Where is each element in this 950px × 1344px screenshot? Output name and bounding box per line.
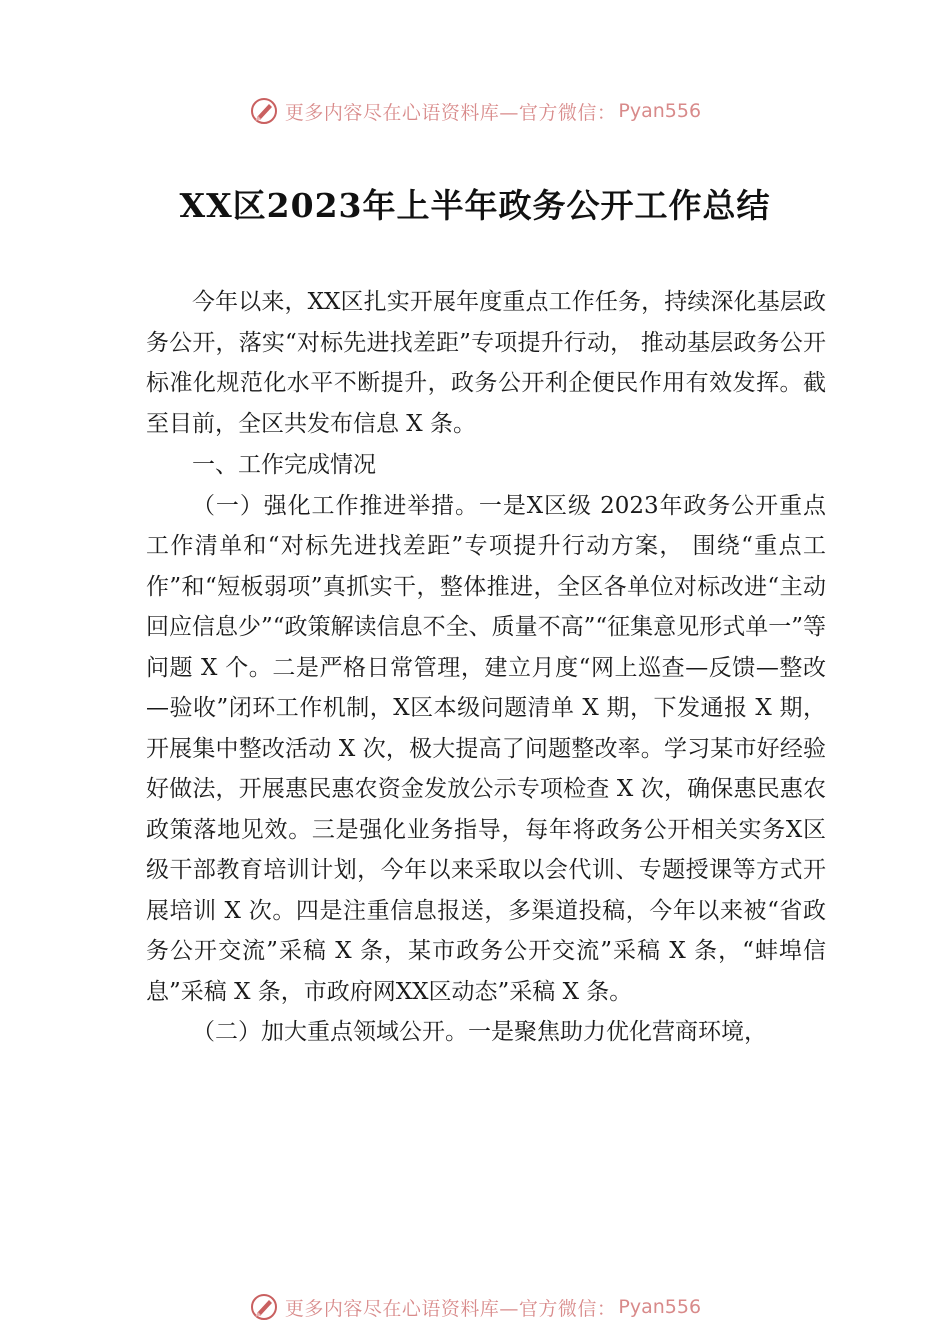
pen-circle-logo-icon — [249, 96, 279, 126]
watermark-id: Pyan556 — [618, 1296, 702, 1318]
paragraph-intro: 今年以来，XX区扎实开展年度重点工作任务，持续深化基层政务公开，落实“对标先进找差距”专项提升行动， 推动基层政务公开标准化规范化水平不断提升，政务公开利企便民作用有效发挥。截至目前，全区共发布信息 X 条。 — [146, 289, 826, 437]
section-heading-1: 一、工作完成情况 — [192, 452, 376, 478]
watermark-text: 更多内容尽在心语资料库—官方微信： — [284, 101, 617, 124]
document-title: XX区2023年上半年政务公开工作总结 — [179, 186, 771, 225]
watermark-id: Pyan556 — [618, 100, 702, 122]
watermark-header — [0, 96, 950, 126]
watermark-footer — [0, 1292, 950, 1322]
paragraph-section-1-1: （一）强化工作推进举措。一是X区级 2023年政务公开重点工作清单和“对标先进找差距”专项提升行动方案， 围绕“重点工作”和“短板弱项”真抓实干，整体推进，全区各单位对标改进“主动回应信息少”“政策解读信息不全、质量不高”“征集意见形式单一”等问题 X 个。二是严格日常管理，建立月度“网上巡查—反馈—整改—验收”闭环工作机制，X区本级问题清单 X 期，下发通报 X 期，开展集中整改活动 X 次，极大提高了问题整改率。学习某市好经验好做法，开展惠民惠农资金发放公示专项检查 X 次，确保惠民惠农政策落地见效。三是强化业务指导，每年将政务公开相关实务X区级干部教育培训计划，今年以来采取以会代训、专题授课等方式开展培训 X 次。四是注重信息报送，多渠道投稿，今年以来被“省政务公开交流”采稿 X 条，某市政务公开交流”采稿 X 条，“蚌埠信息”采稿 X 条，市政府网XX区动态”采稿 X 条。 — [146, 492, 826, 1005]
document-body — [146, 282, 826, 1053]
watermark-text: 更多内容尽在心语资料库—官方微信： — [284, 1297, 617, 1320]
paragraph-section-1-2: （二）加大重点领域公开。一是聚焦助力优化营商环境， — [192, 1019, 767, 1045]
pen-circle-logo-icon — [249, 1292, 279, 1322]
